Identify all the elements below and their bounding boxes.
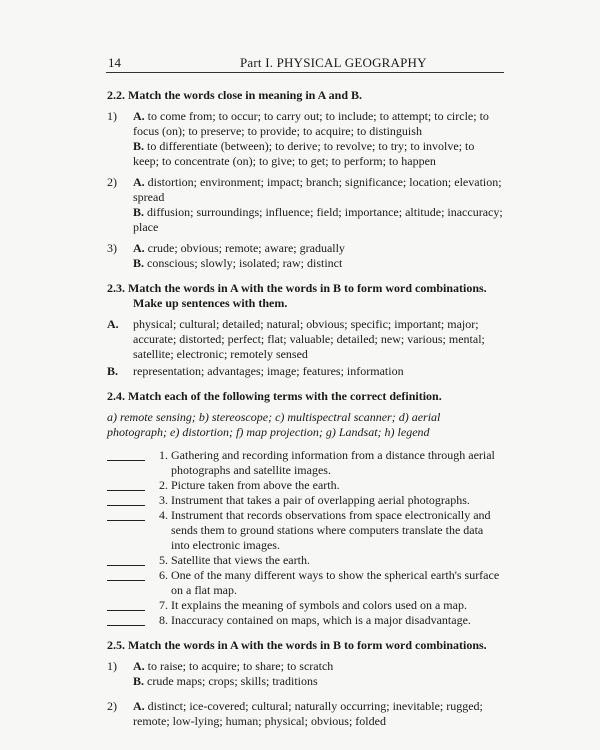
b-tag: B.: [107, 364, 119, 378]
exercise-2-5-heading: 2.5. Match the words in A with the words in B to form word combinations.: [107, 638, 487, 652]
a-text: physical; cultural; detailed; natural; obvious; specific; important; major; accurate; distorted; perfect; flat; valuable; detailed; new; various; mental; satellite; electronic; remotely sensed: [133, 317, 485, 361]
exercise-2-5-item-2: [107, 699, 503, 729]
a-tag: A.: [133, 241, 145, 255]
a-tag: A.: [133, 109, 145, 123]
b-text: diffusion; surroundings; influence; field; importance; altitude; inaccuracy; place: [133, 205, 503, 234]
a-text: to raise; to acquire; to share; to scratch: [147, 659, 334, 673]
answer-blank[interactable]: [107, 480, 145, 491]
answer-blank[interactable]: [107, 495, 145, 506]
answer-blank[interactable]: [107, 570, 145, 581]
item-label: 3): [107, 241, 117, 255]
definition-text: 1. Gathering and recording information from a distance through aerial photographs and satellite images.: [159, 448, 495, 477]
answer-blank[interactable]: [107, 555, 145, 566]
exercise-2-4-terms: a) remote sensing; b) stereoscope; c) multispectral scanner; d) aerial photograph; e) distortion; f) map projection; g) Landsat; h) legend: [107, 410, 441, 439]
header-rule: [106, 72, 504, 73]
definition-row: [107, 553, 503, 568]
exercise-2-2-item-3: [107, 241, 503, 271]
item-label: 2): [107, 699, 117, 713]
b-text: representation; advantages; image; features; information: [133, 364, 404, 378]
definition-row: [107, 598, 503, 613]
definition-text: 3. Instrument that takes a pair of overlapping aerial photographs.: [159, 493, 470, 507]
b-tag: B.: [133, 205, 145, 219]
page-number: 14: [108, 55, 121, 70]
exercise-2-3-b-list: [107, 364, 503, 379]
definition-row: [107, 613, 503, 628]
exercise-2-2-item-2: [107, 175, 503, 235]
exercise-2-3-heading-line-2: Make up sentences with them.: [133, 296, 288, 310]
exercise-2-2-item-1: [107, 109, 503, 169]
answer-blank[interactable]: [107, 600, 145, 611]
b-text: to differentiate (between); to derive; to revolve; to try; to involve; to keep; to concentrate (on); to give; to get; to perform; to happen: [133, 139, 475, 168]
definition-text: 7. It explains the meaning of symbols and colors used on a map.: [159, 598, 467, 612]
definition-row: [107, 478, 503, 493]
page-header: [108, 55, 502, 71]
exercise-2-2-heading: 2.2. Match the words close in meaning in A and B.: [107, 88, 363, 102]
item-label: 2): [107, 175, 117, 189]
a-tag: A.: [107, 317, 119, 331]
definition-text: 6. One of the many different ways to show the spherical earth's surface on a flat map.: [159, 568, 500, 597]
a-tag: A.: [133, 659, 145, 673]
a-tag: A.: [133, 175, 145, 189]
b-tag: B.: [133, 139, 145, 153]
b-text: conscious; slowly; isolated; raw; distinct: [147, 256, 343, 270]
exercise-2-5-item-1: [107, 659, 503, 689]
exercise-2-4-heading: 2.4. Match each of the following terms with the correct definition.: [107, 389, 442, 403]
definition-text: 8. Inaccuracy contained on maps, which is a major disadvantage.: [159, 613, 471, 627]
exercise-2-3-heading: [107, 281, 503, 311]
definition-row: [107, 493, 503, 508]
definition-row: [107, 448, 503, 478]
definition-text: 2. Picture taken from above the earth.: [159, 478, 340, 492]
definition-text: 4. Instrument that records observations from space electronically and sends them to ground stations where computers translate the data into electronic images.: [159, 508, 491, 552]
item-label: 1): [107, 659, 117, 673]
definition-row: [107, 568, 503, 598]
b-text: crude maps; crops; skills; traditions: [147, 674, 318, 688]
item-label: 1): [107, 109, 117, 123]
definition-row: [107, 508, 503, 553]
exercise-2-4-definitions: [107, 448, 503, 628]
a-text: to come from; to occur; to carry out; to include; to attempt; to circle; to focus (on); to preserve; to provide; to acquire; to distinguish: [133, 109, 489, 138]
answer-blank[interactable]: [107, 510, 145, 521]
b-tag: B.: [133, 256, 145, 270]
exercise-2-3-a-list: [107, 317, 503, 362]
a-tag: A.: [133, 699, 145, 713]
answer-blank[interactable]: [107, 450, 145, 461]
b-tag: B.: [133, 674, 145, 688]
a-text: crude; obvious; remote; aware; gradually: [147, 241, 345, 255]
page-title: Part I. PHYSICAL GEOGRAPHY: [240, 55, 427, 70]
exercise-2-3-heading-line-1: 2.3. Match the words in A with the words in B to form word combinations.: [107, 281, 487, 295]
a-text: distinct; ice-covered; cultural; naturally occurring; inevitable; rugged; remote; low-lying; human; physical; obvious; folded: [133, 699, 483, 728]
answer-blank[interactable]: [107, 615, 145, 626]
definition-text: 5. Satellite that views the earth.: [159, 553, 310, 567]
page-content: [107, 88, 503, 735]
a-text: distortion; environment; impact; branch; significance; location; elevation; spread: [133, 175, 502, 204]
